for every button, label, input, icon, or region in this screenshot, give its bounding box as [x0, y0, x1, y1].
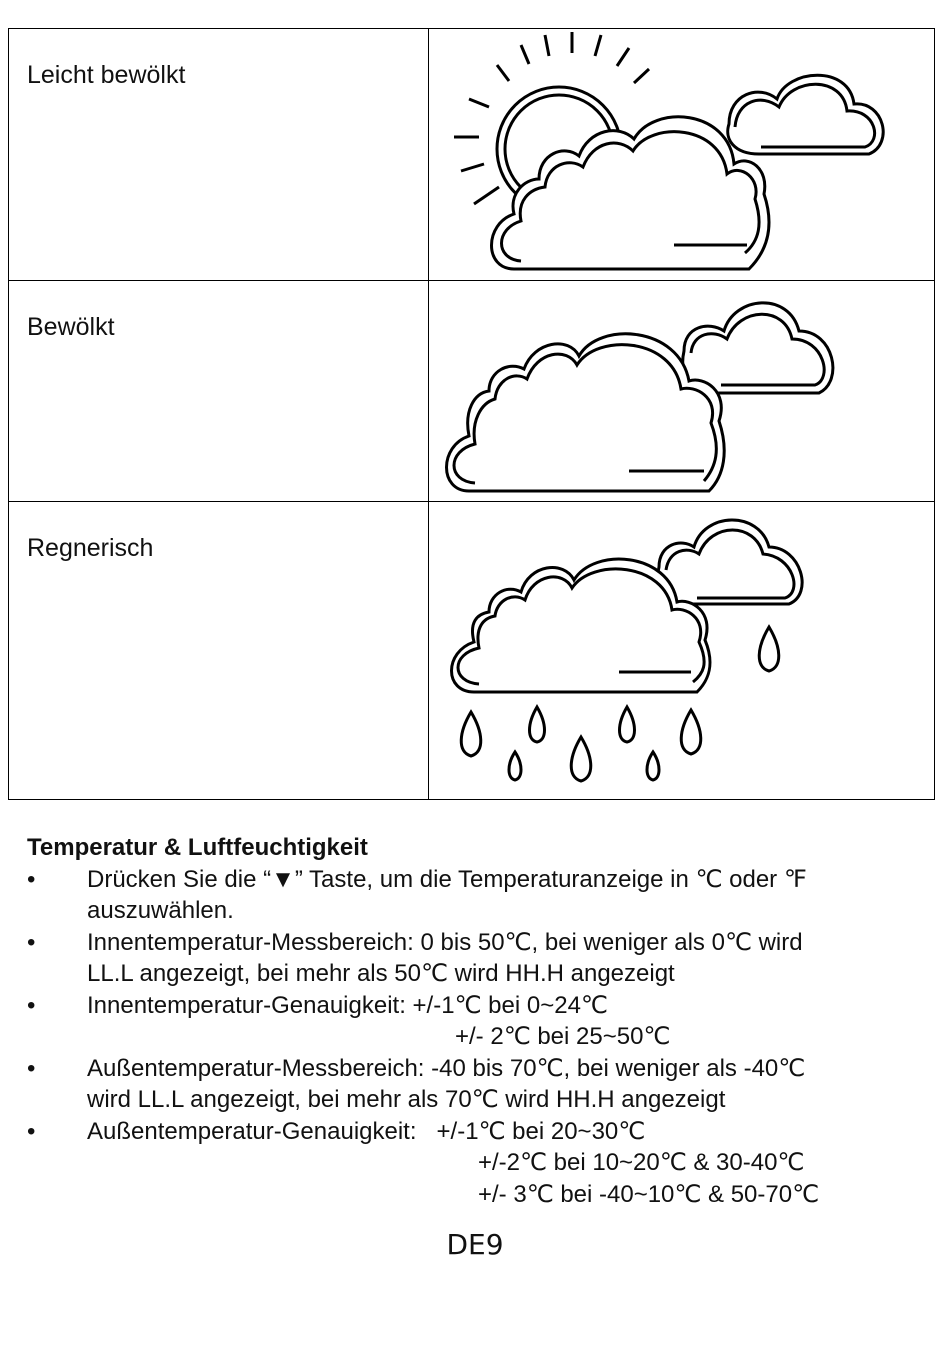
spec-list [27, 864, 927, 1211]
list-item-line: Drücken Sie die “▼” Taste, um die Temperaturanzeige in ℃ oder ℉ [87, 865, 807, 893]
page-number: DE9 [446, 1228, 504, 1261]
bullet: • [27, 1117, 36, 1145]
weather-icon-table [8, 28, 935, 800]
list-item-line: +/- 3℃ bei -40~10℃ & 50-70℃ [478, 1180, 820, 1208]
cloudy-icon [429, 281, 934, 501]
weather-icon-cell [429, 281, 935, 502]
weather-label-cell [9, 29, 429, 281]
weather-label-cell [9, 281, 429, 502]
bullet: • [27, 991, 36, 1019]
weather-label-cell [9, 502, 429, 800]
bullet: • [27, 1054, 36, 1082]
table-row [9, 29, 935, 281]
list-item [27, 990, 927, 1053]
partly-cloudy-icon [429, 29, 934, 280]
weather-label: Bewölkt [27, 313, 115, 341]
weather-label: Leicht bewölkt [27, 61, 186, 89]
list-item-line: LL.L angezeigt, bei mehr als 50℃ wird HH.H angezeigt [87, 960, 675, 987]
bullet: • [27, 928, 36, 956]
temperature-humidity-section [27, 832, 927, 1210]
weather-icon-cell [429, 502, 935, 800]
list-item-line: +/- 2℃ bei 25~50℃ [455, 1023, 671, 1050]
list-item-line: +/-2℃ bei 10~20℃ & 30-40℃ [478, 1149, 805, 1176]
list-item-line: Außentemperatur-Messbereich: -40 bis 70℃, bei weniger als -40℃ [87, 1054, 806, 1082]
list-item-line: wird LL.L angezeigt, bei mehr als 70℃ wird HH.H angezeigt [87, 1086, 726, 1113]
weather-label: Regnerisch [27, 534, 154, 562]
list-item-line: Innentemperatur-Genauigkeit: +/-1℃ bei 0~24℃ [87, 991, 608, 1019]
list-item [27, 1053, 927, 1116]
weather-icon-cell [429, 29, 935, 281]
table-row [9, 502, 935, 800]
list-item [27, 927, 927, 990]
list-item-line: auszuwählen. [87, 897, 234, 924]
rainy-icon [429, 502, 934, 799]
list-item-line: Innentemperatur-Messbereich: 0 bis 50℃, bei weniger als 0℃ wird [87, 928, 803, 956]
list-item-line: Außentemperatur-Genauigkeit: +/-1℃ bei 20~30℃ [87, 1117, 646, 1145]
section-heading: Temperatur & Luftfeuchtigkeit [27, 834, 368, 861]
bullet: • [27, 865, 36, 893]
list-item [27, 1116, 927, 1211]
list-item [27, 864, 927, 927]
table-row [9, 281, 935, 502]
